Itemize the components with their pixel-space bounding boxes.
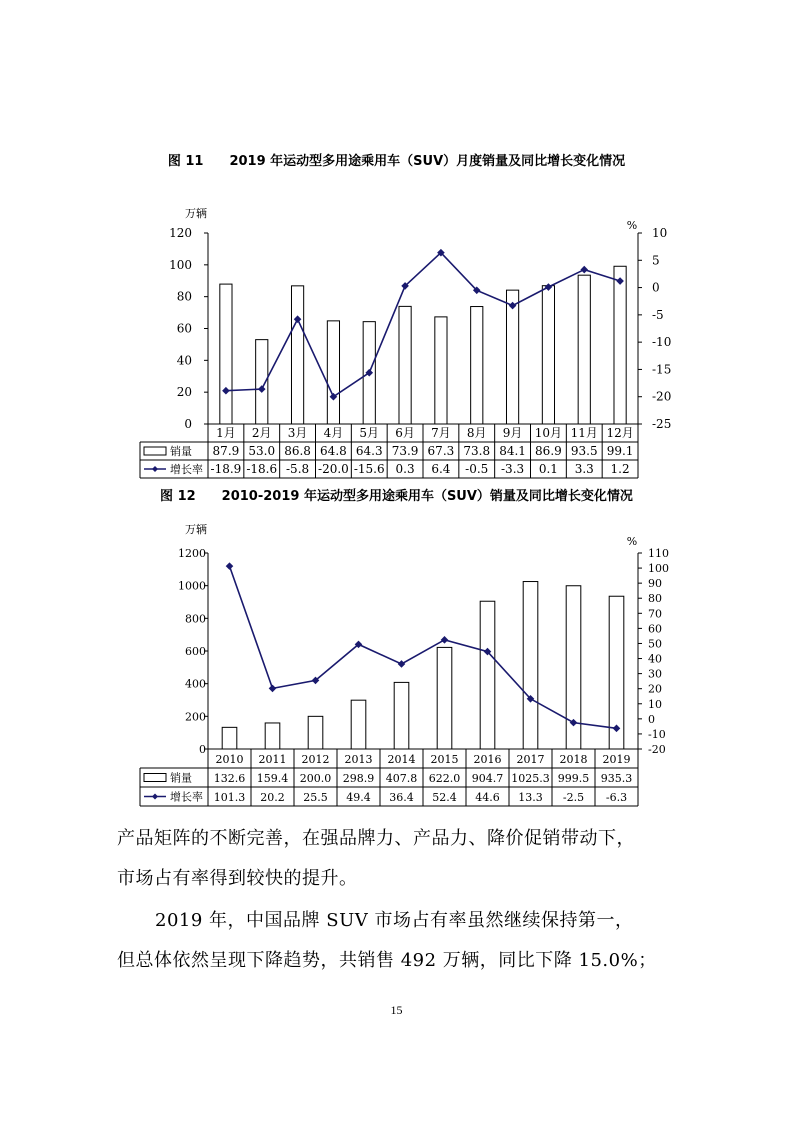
y-tick-label-right: 80 bbox=[648, 592, 662, 606]
x-tick-label: 10月 bbox=[534, 426, 563, 440]
table-cell: 0.3 bbox=[395, 462, 415, 476]
y-tick-label-left: 0 bbox=[184, 417, 192, 431]
x-tick-label: 8月 bbox=[466, 426, 487, 440]
growth-point bbox=[226, 562, 234, 570]
x-tick-label: 11月 bbox=[570, 426, 598, 440]
table-cell: 132.6 bbox=[213, 772, 246, 785]
table-cell: 44.6 bbox=[475, 791, 500, 804]
table-cell: 52.4 bbox=[432, 791, 457, 804]
bar bbox=[291, 286, 303, 424]
table-cell: 36.4 bbox=[389, 791, 414, 804]
x-tick-label: 2月 bbox=[251, 426, 272, 440]
table-cell: 101.3 bbox=[213, 791, 246, 804]
y-axis-left-unit: 万辆 bbox=[185, 207, 207, 220]
bar bbox=[437, 647, 452, 749]
table-cell: -2.5 bbox=[562, 791, 585, 804]
legend-swatch-marker bbox=[152, 466, 158, 472]
x-tick-label: 4月 bbox=[323, 426, 344, 440]
table-cell: -0.5 bbox=[465, 462, 489, 476]
x-tick-label: 2016 bbox=[473, 753, 502, 766]
y-tick-label-right: 110 bbox=[648, 547, 669, 560]
table-cell: 622.0 bbox=[428, 772, 461, 785]
page-number: 15 bbox=[390, 1003, 403, 1017]
y-tick-label-left: 80 bbox=[176, 289, 192, 304]
bar bbox=[265, 723, 280, 749]
y-tick-label-left: 20 bbox=[176, 385, 192, 400]
y-tick-label-right: -20 bbox=[652, 389, 672, 404]
table-cell: 53.0 bbox=[248, 444, 276, 458]
y-axis-left-unit: 万辆 bbox=[185, 523, 207, 536]
bar bbox=[327, 321, 339, 424]
chart-figure-12 bbox=[0, 515, 793, 815]
y-tick-label-right: 100 bbox=[648, 562, 669, 576]
table-cell: 20.2 bbox=[260, 791, 285, 804]
bar bbox=[614, 266, 626, 424]
x-tick-label: 2010 bbox=[215, 753, 244, 766]
table-cell: -6.3 bbox=[605, 791, 628, 804]
table-cell: 64.3 bbox=[355, 444, 383, 458]
table-cell: 84.1 bbox=[499, 444, 526, 458]
x-tick-label: 2017 bbox=[516, 753, 545, 766]
bar bbox=[542, 286, 554, 424]
x-tick-label: 2011 bbox=[258, 753, 287, 766]
y-tick-label-left: 40 bbox=[176, 353, 192, 368]
y-axis-right-unit: % bbox=[626, 219, 638, 232]
table-cell: -18.6 bbox=[246, 462, 278, 476]
growth-point bbox=[269, 685, 277, 693]
growth-point bbox=[398, 660, 406, 668]
y-tick-label-left: 100 bbox=[169, 257, 192, 272]
y-tick-label-right: 40 bbox=[648, 652, 662, 666]
x-tick-label: 1月 bbox=[216, 426, 236, 440]
table-cell: 298.9 bbox=[342, 772, 375, 785]
table-cell: 935.3 bbox=[600, 772, 633, 785]
legend-label-sales: 销量 bbox=[170, 771, 192, 785]
table-cell: 904.7 bbox=[471, 772, 504, 785]
table-cell: -20.0 bbox=[318, 462, 349, 476]
y-tick-label-left: 120 bbox=[169, 226, 192, 240]
y-tick-label-right: 10 bbox=[648, 697, 662, 711]
table-cell: 1.2 bbox=[610, 462, 630, 476]
x-tick-label: 7月 bbox=[431, 426, 451, 440]
bar bbox=[435, 317, 447, 424]
table-cell: 73.8 bbox=[463, 444, 491, 458]
bar bbox=[480, 601, 495, 749]
y-tick-label-right: 60 bbox=[648, 622, 662, 636]
table-cell: 87.9 bbox=[212, 444, 240, 458]
bar bbox=[220, 284, 232, 424]
y-tick-label-right: 5 bbox=[652, 253, 660, 268]
table-cell: 99.1 bbox=[606, 444, 634, 458]
bar bbox=[506, 290, 518, 424]
table-cell: 67.3 bbox=[427, 444, 455, 458]
bar bbox=[308, 716, 323, 749]
bar bbox=[394, 682, 409, 749]
legend-label-sales: 销量 bbox=[170, 445, 192, 458]
legend-swatch-bar bbox=[144, 774, 166, 782]
table-cell: 73.9 bbox=[391, 444, 419, 458]
x-tick-label: 12月 bbox=[606, 426, 634, 440]
x-tick-label: 2013 bbox=[344, 753, 373, 766]
y-tick-label-left: 800 bbox=[185, 612, 206, 626]
table-cell: 3.3 bbox=[574, 462, 594, 476]
y-tick-label-left: 60 bbox=[176, 321, 192, 336]
bar bbox=[578, 275, 590, 424]
x-tick-label: 5月 bbox=[359, 426, 380, 440]
y-tick-label-right: -10 bbox=[648, 727, 666, 741]
body-text-line: 但总体依然呈现下降趋势，共销售 492 万辆，同比下降 15.0%； bbox=[117, 950, 657, 971]
y-tick-label-left: 0 bbox=[199, 743, 206, 756]
table-cell: 93.5 bbox=[570, 444, 598, 458]
y-tick-label-right: -20 bbox=[648, 743, 666, 756]
y-tick-label-right: 70 bbox=[648, 607, 662, 621]
table-cell: 64.8 bbox=[320, 444, 347, 458]
table-cell: 0.1 bbox=[538, 462, 558, 476]
x-tick-label: 2015 bbox=[430, 753, 459, 766]
table-cell: 407.8 bbox=[385, 772, 418, 785]
x-tick-label: 2018 bbox=[559, 753, 588, 766]
bar bbox=[523, 582, 538, 749]
y-tick-label-right: -10 bbox=[652, 335, 672, 350]
table-cell: 13.3 bbox=[518, 791, 543, 804]
y-tick-label-right: 30 bbox=[648, 667, 662, 681]
x-tick-label: 9月 bbox=[502, 426, 523, 440]
table-cell: 200.0 bbox=[299, 772, 332, 785]
body-text-line: 市场占有率得到较快的提升。 bbox=[117, 868, 358, 889]
table-cell: 25.5 bbox=[303, 791, 328, 804]
x-tick-label: 6月 bbox=[395, 426, 415, 440]
legend-label-growth: 增长率 bbox=[170, 790, 203, 804]
y-tick-label-right: -5 bbox=[652, 307, 664, 322]
x-tick-label: 2014 bbox=[387, 753, 416, 766]
legend-swatch-bar bbox=[144, 447, 166, 455]
y-tick-label-right: -15 bbox=[652, 362, 672, 377]
table-cell: 49.4 bbox=[346, 791, 371, 804]
table-cell: -5.8 bbox=[286, 462, 310, 476]
body-text-line: 产品矩阵的不断完善，在强品牌力、产品力、降价促销带动下， bbox=[117, 828, 635, 849]
x-tick-label: 2019 bbox=[602, 753, 631, 766]
y-tick-label-right: 20 bbox=[648, 682, 662, 696]
bar bbox=[399, 306, 411, 424]
y-axis-right-unit: % bbox=[626, 535, 638, 548]
legend-swatch-marker bbox=[152, 794, 158, 800]
y-tick-label-right: 0 bbox=[652, 280, 660, 295]
y-tick-label-left: 600 bbox=[185, 645, 206, 658]
table-cell: 86.9 bbox=[535, 444, 562, 458]
y-tick-label-right: -25 bbox=[652, 417, 672, 431]
growth-point bbox=[580, 266, 588, 274]
table-cell: -18.9 bbox=[210, 462, 242, 476]
chart-figure-11 bbox=[0, 200, 793, 530]
growth-point bbox=[441, 636, 449, 644]
table-cell: 86.8 bbox=[284, 444, 311, 458]
bar bbox=[351, 700, 366, 749]
figure-12-title: 图 12 2010-2019 年运动型多用途乘用车（SUV）销量及同比增长变化情况 bbox=[160, 489, 633, 504]
growth-line bbox=[226, 253, 620, 397]
x-tick-label: 2012 bbox=[301, 753, 330, 766]
body-text-line: 2019 年，中国品牌 SUV 市场占有率虽然继续保持第一， bbox=[155, 910, 634, 931]
y-tick-label-left: 400 bbox=[185, 677, 206, 691]
y-tick-label-left: 1200 bbox=[178, 547, 206, 560]
table-cell: 1025.3 bbox=[511, 772, 550, 785]
table-cell: -15.6 bbox=[353, 462, 385, 476]
x-tick-label: 3月 bbox=[287, 426, 308, 440]
table-cell: -3.3 bbox=[501, 462, 525, 476]
bar bbox=[471, 307, 483, 424]
y-tick-label-left: 1000 bbox=[178, 579, 206, 593]
y-tick-label-left: 200 bbox=[185, 710, 206, 724]
bar bbox=[222, 727, 237, 749]
table-cell: 159.4 bbox=[256, 772, 289, 785]
table-cell: 999.5 bbox=[557, 772, 590, 785]
growth-line bbox=[230, 566, 617, 728]
y-tick-label-right: 0 bbox=[648, 712, 655, 726]
legend-label-growth: 增长率 bbox=[170, 463, 203, 476]
table-cell: 6.4 bbox=[431, 462, 451, 476]
y-tick-label-right: 90 bbox=[648, 577, 662, 591]
y-tick-label-right: 50 bbox=[648, 637, 662, 651]
y-tick-label-right: 10 bbox=[652, 226, 668, 240]
figure-11-title: 图 11 2019 年运动型多用途乘用车（SUV）月度销量及同比增长变化情况 bbox=[167, 154, 626, 169]
